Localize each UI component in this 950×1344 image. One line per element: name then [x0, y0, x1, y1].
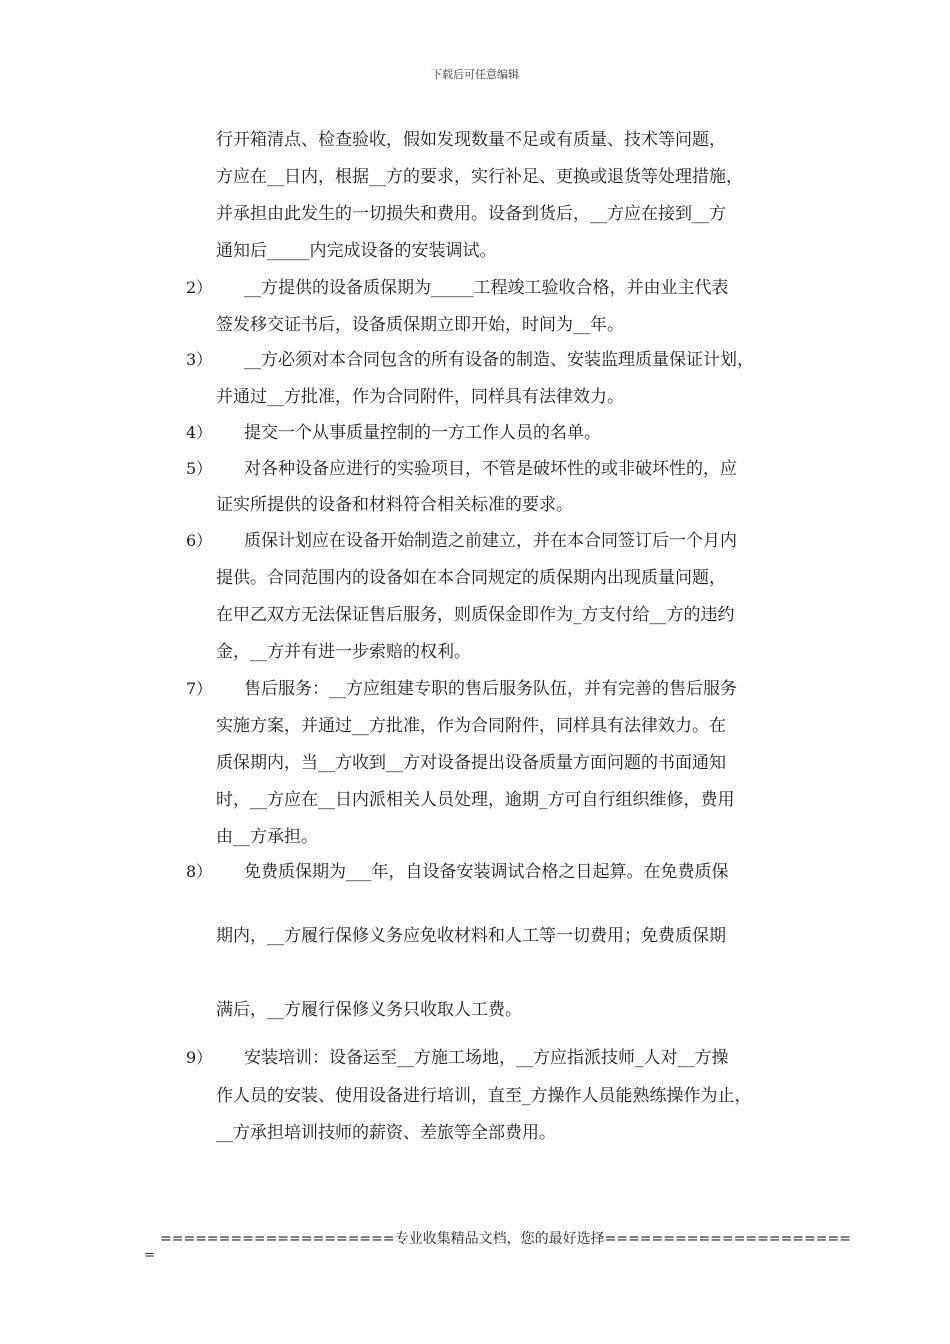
intro-line: 方应在__日内，根据__方的要求，实行补足、更换或退货等处理措施，: [216, 167, 743, 187]
item-line: 提供。合同范围内的设备如在本合同规定的质保期内出现质量问题，: [216, 568, 726, 588]
item-line: 质保计划应在设备开始制造之前建立，并在本合同签订后一个月内: [244, 531, 737, 551]
item-line: __方承担培训技师的薪资、差旅等全部费用。: [216, 1123, 556, 1143]
item-line: 满后，__方履行保修义务只收取人工费。: [216, 1000, 522, 1020]
item-line: __方提供的设备质保期为_____工程竣工验收合格，并由业主代表: [244, 278, 729, 298]
item-line: 作人员的安装、使用设备进行培训，直至_方操作人员能熟练操作为止，: [216, 1086, 752, 1106]
item-number: 9）: [186, 1048, 213, 1067]
item-line: 实施方案，并通过__方批准，作为合同附件，同样具有法律效力。在: [216, 716, 726, 736]
item-line: 免费质保期为___年，自设备安装调试合格之日起算。在免费质保: [244, 862, 729, 882]
item-line: 安装培训：设备运至__方施工场地，__方应指派技师_人对__方操: [244, 1048, 729, 1068]
item-line: 金，__方并有进一步索赔的权利。: [216, 642, 471, 662]
item-line: 对各种设备应进行的实验项目，不管是破坏性的或非破坏性的，应: [244, 459, 737, 479]
item-line: 在甲乙双方无法保证售后服务，则质保金即作为_方支付给__方的违约: [216, 605, 735, 625]
item-number: 5）: [186, 459, 213, 478]
intro-line: 行开箱清点、检查验收，假如发现数量不足或有质量、技术等问题，: [216, 130, 726, 150]
page-header: 下载后可任意编辑: [431, 68, 519, 81]
page-footer: ====================专业收集精品文档，您的最好选择=====================: [160, 1231, 851, 1247]
item-number: 7）: [186, 679, 213, 698]
item-line: 签发移交证书后，设备质保期立即开始，时间为__年。: [216, 315, 624, 335]
item-number: 8）: [186, 862, 213, 881]
item-line: __方必须对本合同包含的所有设备的制造、安装监理质量保证计划，: [244, 350, 754, 370]
item-number: 3）: [186, 350, 213, 369]
item-line: 质保期内，当__方收到__方对设备提出设备质量方面问题的书面通知: [216, 753, 726, 773]
page-footer-tail: =: [144, 1248, 155, 1263]
item-line: 由__方承担。: [216, 827, 318, 847]
item-number: 4）: [186, 423, 213, 442]
item-line: 售后服务：__方应组建专职的售后服务队伍，并有完善的售后服务: [244, 679, 737, 699]
item-number: 6）: [186, 531, 213, 550]
item-line: 并通过__方批准，作为合同附件，同样具有法律效力。: [216, 387, 624, 407]
item-line: 时，__方应在__日内派相关人员处理，逾期_方可自行组织维修，费用: [216, 790, 735, 810]
item-number: 2）: [186, 278, 213, 297]
item-line: 证实所提供的设备和材料符合相关标准的要求。: [216, 495, 573, 515]
item-line: 提交一个从事质量控制的一方工作人员的名单。: [244, 423, 601, 443]
intro-line: 通知后_____内完成设备的安装调试。: [216, 241, 497, 261]
intro-line: 并承担由此发生的一切损失和费用。设备到货后，__方应在接到__方: [216, 204, 726, 224]
item-line: 期内，__方履行保修义务应免收材料和人工等一切费用；免费质保期: [216, 926, 726, 946]
